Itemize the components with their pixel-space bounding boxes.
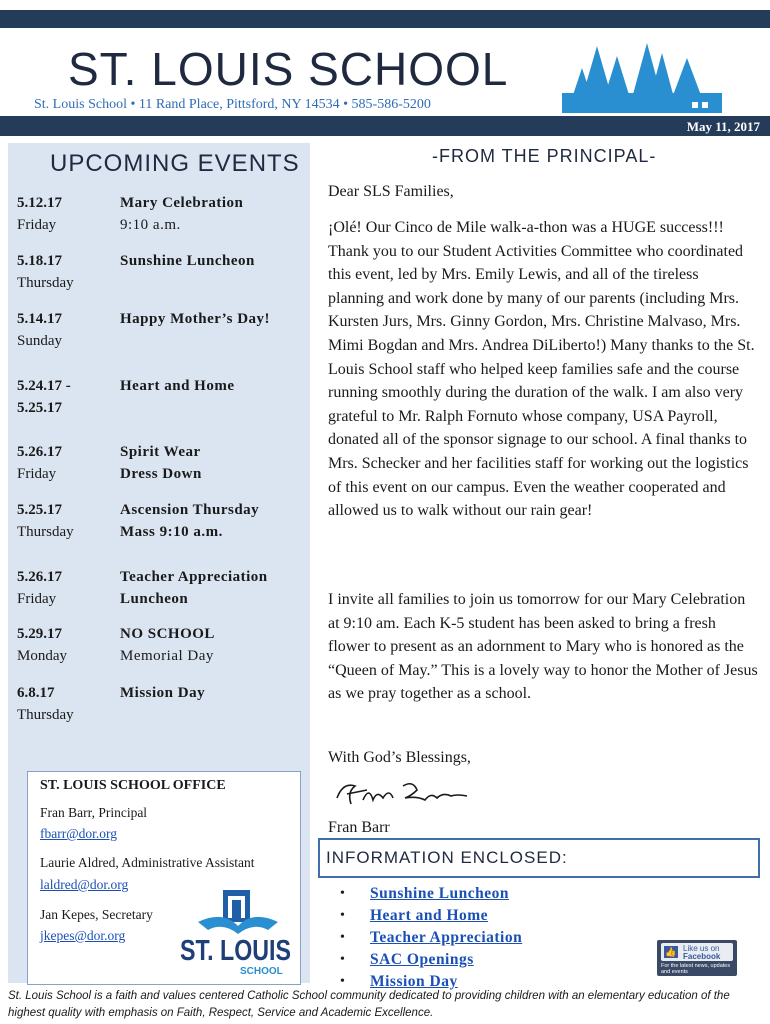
- top-banner-bar: [0, 10, 770, 28]
- st-louis-school-logo-icon: [178, 882, 293, 977]
- event-title-text: Mary Celebration: [120, 195, 244, 211]
- facebook-badge[interactable]: [657, 940, 737, 976]
- bullet-icon: •: [340, 974, 345, 989]
- event-date: 5.18.17: [17, 253, 62, 269]
- principal-heading: -FROM THE PRINCIPAL-: [432, 146, 657, 166]
- event-title: Spirit Wear Dress Down: [120, 444, 202, 482]
- event-detail: Memorial Day: [120, 648, 214, 664]
- office-title: ST. LOUIS SCHOOL OFFICE: [40, 778, 226, 793]
- event-title: Happy Mother’s Day!: [120, 311, 271, 327]
- event-title: Sunshine Luncheon: [120, 253, 255, 269]
- facebook-like-text: Like us on: [683, 944, 720, 953]
- letter-greeting: Dear SLS Families,: [328, 183, 454, 200]
- facebook-caption: For the latest news, updates and events: [661, 963, 731, 975]
- event-day: Friday: [17, 591, 57, 607]
- event-detail: Mass 9:10 a.m.: [120, 524, 223, 540]
- school-address: St. Louis School • 11 Rand Place, Pittsford, NY 14534 • 585-586-5200: [34, 97, 431, 112]
- bullet-icon: •: [340, 930, 345, 945]
- event-title: [120, 623, 305, 667]
- enclosed-link-sunshine-luncheon[interactable]: Sunshine Luncheon: [370, 885, 510, 902]
- event-date: 5.24.17 - 5.25.17: [17, 378, 71, 416]
- letter-closing: With God’s Blessings,: [328, 749, 471, 766]
- letter-paragraph-2: I invite all families to join us tomorrow for our Mary Celebration at 9:10 am. Each K-5 student has been asked to bring a fresh flower to present as an adornment to Mary who is honored as the “Queen of May.” This is a lovely way to honor the Mother of Jesus as we pray together as a school.: [328, 591, 758, 703]
- event-day: Sunday: [17, 333, 62, 349]
- secretary-name: Jan Kepes, Secretary: [40, 907, 153, 922]
- event-day: Friday: [17, 217, 57, 233]
- assistant-name: Laurie Aldred, Administrative Assistant: [40, 855, 255, 870]
- event-title: [120, 192, 305, 236]
- event-detail: 9:10 a.m.: [120, 217, 181, 233]
- event-day: Friday: [17, 466, 57, 482]
- secretary-email-link[interactable]: jkepes@dor.org: [40, 928, 126, 943]
- principal-email-link[interactable]: fbarr@dor.org: [40, 826, 118, 841]
- event-date: 5.26.17: [17, 569, 62, 585]
- logo-wordmark: ST. LOUIS: [180, 935, 291, 967]
- school-office-box: [27, 771, 301, 985]
- event-day: Thursday: [17, 524, 74, 540]
- enclosed-link-sac-openings[interactable]: SAC Openings: [370, 951, 474, 968]
- information-enclosed-title: INFORMATION ENCLOSED:: [326, 848, 568, 867]
- event-day: Thursday: [17, 275, 74, 291]
- event-title: Teacher Appreciation Luncheon: [120, 569, 268, 607]
- date-bar: [0, 116, 770, 136]
- issue-date: May 11, 2017: [686, 119, 760, 134]
- upcoming-events-heading: UPCOMING EVENTS: [50, 150, 300, 177]
- bullet-icon: •: [340, 886, 345, 901]
- event-date: 5.25.17: [17, 502, 62, 518]
- bullet-icon: •: [340, 952, 345, 967]
- enclosed-link-mission-day[interactable]: Mission Day: [370, 973, 458, 990]
- information-enclosed-box: [318, 838, 760, 878]
- school-title: ST. LOUIS SCHOOL: [68, 43, 509, 95]
- principal-signature-icon: [333, 776, 473, 810]
- event-date: 5.29.17: [17, 626, 62, 642]
- event-title: Mission Day: [120, 685, 206, 701]
- event-day: Thursday: [17, 707, 74, 723]
- thumbs-up-icon: 👍: [665, 947, 677, 957]
- event-title-text: Ascension Thursday: [120, 502, 260, 518]
- event-date: 6.8.17: [17, 685, 55, 701]
- school-trees-logo-icon: [562, 38, 762, 120]
- assistant-email-link[interactable]: laldred@dor.org: [40, 877, 129, 892]
- event-date: 5.12.17: [17, 195, 62, 211]
- facebook-brand-text: Facebook: [683, 952, 721, 961]
- event-date: 5.26.17: [17, 444, 62, 460]
- letter-paragraph-1: ¡Olé! Our Cinco de Mile walk-a-thon was a HUGE success!!! Thank you to our Student Activities Committee who coordinated this event, led by Mrs. Emily Lewis, and all of the tireless planning and work done by many of our parents (including Mrs. Kursten Jurs, Mrs. Ginny Gordon, Mrs. Christine Malvaso, Mrs. Mimi Bogdan and Mrs. Andrea DiLiberto!) Many thanks to the St. Louis School staff who helped keep families safe and the course running smoothly during the duration of the walk. I am also very grateful to Mr. Ralph Fornuto whose company, USA Payroll, donated all of the sponsor signage to our school. A final thanks to Mrs. Schecker and her facilities staff for working out the logistics of this event on our campus. Even the weather cooperated and allowed us to walk without our rain gear!: [328, 219, 755, 520]
- principal-name: Fran Barr, Principal: [40, 805, 148, 820]
- event-title-text: NO SCHOOL: [120, 626, 215, 642]
- event-title: [120, 499, 305, 543]
- footer-mission-statement: St. Louis School is a faith and values centered Catholic School community dedicated to providing children with an elementary education of the highest quality with emphasis on Faith, Respect, Service and Academic Excellence.: [8, 990, 730, 1019]
- event-date: 5.14.17: [17, 311, 62, 327]
- event-day: Monday: [17, 648, 67, 664]
- facebook-like-label: [661, 943, 733, 961]
- bullet-icon: •: [340, 908, 345, 923]
- signature-name: Fran Barr: [328, 819, 390, 836]
- enclosed-link-teacher-appreciation[interactable]: Teacher Appreciation: [370, 929, 523, 946]
- logo-subtitle: SCHOOL: [240, 966, 283, 977]
- event-title: Heart and Home: [120, 378, 235, 394]
- enclosed-link-heart-and-home[interactable]: Heart and Home: [370, 907, 489, 924]
